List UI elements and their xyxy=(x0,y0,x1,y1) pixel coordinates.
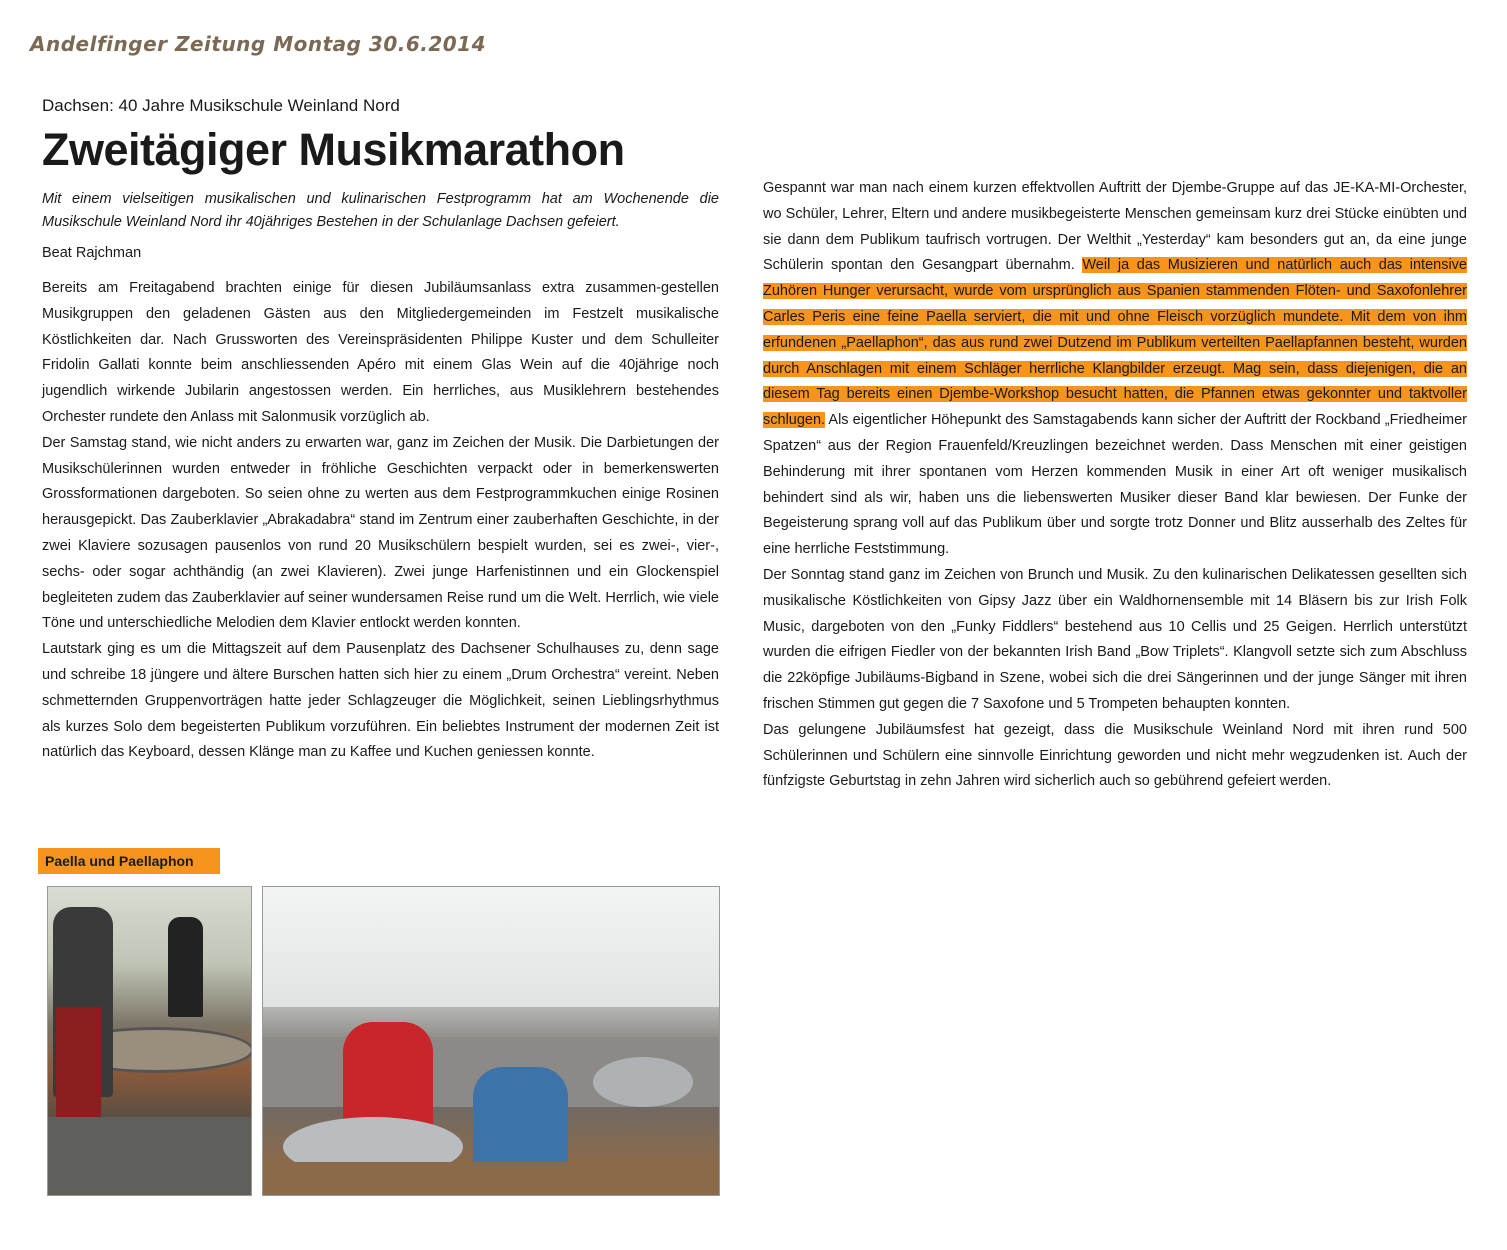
paragraph: Lautstark ging es um die Mittagszeit auf dem Pausenplatz des Dachsener Schulhauses zu, denn sage und schreibe 18 jüngere und ältere Burschen hatten sich hier zu einem „Drum Orchestra“ vereint. Neben schmetternden Gruppenvorträgen hatte jeder Schlagzeuger die Möglichkeit, seinen Lieblingsrhythmus als kurzes Solo dem begeisterten Publikum vorzuführen. Ein beliebtes Instrument der modernen Zeit ist natürlich das Keyboard, dessen Klänge man zu Kaffee und Kuchen geniessen konnte. xyxy=(42,641,719,761)
text-span: Als eigentlicher Höhepunkt des Samstagabends kann sicher der Auftritt der Rockband „Friedheimer Spatzen“ aus der Region Frauenfeld/Kreuzlingen bezeichnet werden. Dass Menschen mit einer geistigen Behinderung mit ihrer spontanen vom Herzen kommenden Musik in einer Art oft weniger musikalisch behindert sind als wir, haben uns die liebenswerten Musiker dieser Band klar bewiesen. Der Funke der Begeisterung sprang voll auf das Publikum über und sorgte trotz Donner und Blitz ausserhalb des Zeltes für eine herrliche Feststimmung. xyxy=(763,412,1467,558)
paragraph: Der Samstag stand, wie nicht anders zu erwarten war, ganz im Zeichen der Musik. Die Darbietungen der Musikschülerinnen wurden entweder in fröhliche Geschichten verpackt oder in bemerkenswerten Grossformationen dargeboten. So seien ohne zu werten aus dem Festprogrammkuchen einige Rosinen herausgepickt. Das Zauberklavier „Abrakadabra“ stand im Zentrum einer zauberhaften Geschichte, in der zwei Klaviere sozusagen pausenlos von rund 20 Musikschülern bespielt wurden, sei es zwei-, vier-, sechs- oder sogar achthändig (an zwei Klavieren). Zwei junge Harfenistinnen und ein Glockenspiel begleiteten zudem das Zauberklavier auf seiner wundersamen Reise rund um die Welt. Herrlich, wie viele Töne und unterschiedliche Melodien dem Klavier entlockt werden konnten. xyxy=(42,434,719,632)
right-column xyxy=(763,176,1467,795)
paragraph: Das gelungene Jubiläumsfest hat gezeigt, dass die Musikschule Weinland Nord mit ihren rund 500 Schülerinnen und Schülern eine sinnvolle Einrichtung geworden und nicht mehr wegzudenken ist. Auch der fünfzigste Geburtstag in zehn Jahren wird sicherlich auch so gebührend gefeiert werden. xyxy=(763,721,1467,790)
subheading-badge: Paella und Paellaphon xyxy=(38,848,220,874)
article-headline: Zweitägiger Musikmarathon xyxy=(42,124,625,175)
article-author: Beat Rajchman xyxy=(42,245,142,261)
photo-paella-cooking xyxy=(47,886,252,1196)
masthead: Andelfinger Zeitung Montag 30.6.2014 xyxy=(30,32,487,56)
paragraph: Der Sonntag stand ganz im Zeichen von Brunch und Musik. Zu den kulinarischen Delikatessen gesellten sich musikalische Köstlichkeiten von Gipsy Jazz über ein Waldhornensemble mit 14 Bläsern bis zur Irish Folk Music, dargeboten von den „Funky Fiddlers“ bestehend aus 10 Cellis und 25 Geigen. Herrlich unterstützt wurden die eifrigen Fiedler von der bekannten Irish Band „Bow Triplets“. Klangvoll setzte sich zum Abschluss die 22köpfige Jubiläums-Bigband in Szene, wobei sich die drei Sängerinnen und der junge Sänger mit ihren frischen Stimmen gut gegen die 7 Saxofone und 5 Trompeten behaupten konnten. xyxy=(763,566,1467,712)
paragraph xyxy=(763,176,1467,563)
left-column xyxy=(42,96,719,766)
text-span: Gespannt war man nach einem kurzen effektvollen Auftritt der Djembe-Gruppe auf das JE-KA-MI-Orchester, wo Schüler, Lehrer, Eltern und andere musikbegeisterte Menschen gemeinsam kurz drei Stücke einübten und sie dann dem Publikum taufrisch vortrugen. Der Welthit „Yesterday“ kam besonders gut an, da eine junge Schülerin spontan den Gesangpart übernahm. xyxy=(763,180,1467,274)
photo-paellaphon-audience xyxy=(262,886,720,1196)
highlighted-text: Weil ja das Musizieren und natürlich auch das intensive Zuhören Hunger verursacht, wurde vom ursprünglich aus Spanien stammenden Flöten- und Saxofonlehrer Carles Peris eine feine Paella serviert, die mit und ohne Fleisch vorzüglich mundete. Mit dem von ihm erfundenen „Paellaphon“, das aus rund zwei Dutzend im Publikum verteilten Paellapfannen besteht, wurden durch Anschlagen mit einem Schläger herrliche Klangbilder erzeugt. Mag sein, dass diejenigen, die an diesem Tag bereits einen Djembe-Workshop besucht hatten, die Pfannen etwas gekonnter und taktvoller schlugen. xyxy=(763,257,1467,429)
article-kicker: Dachsen: 40 Jahre Musikschule Weinland Nord xyxy=(42,96,400,115)
article-lead: Mit einem vielseitigen musikalischen und kulinarischen Festprogramm hat am Wochenende die Musikschule Weinland Nord ihr 40jähriges Bestehen in der Schulanlage Dachsen gefeiert. xyxy=(42,191,719,230)
paragraph: Bereits am Freitagabend brachten einige für diesen Jubiläumsanlass extra zusammen-gestellen Musikgruppen den geladenen Gästen aus den Mitgliedergemeinden im Festzelt musikalische Köstlichkeiten dar. Nach Grussworten des Vereinspräsidenten Philippe Kuster und dem Schulleiter Fridolin Gallati konnte beim anschliessenden Apéro mit einem Glas Wein auf die 40jährige noch jugendlich wirkende Jubilarin angestossen werden. Ein herrliches, aus Musiklehrern bestehendes Orchester rundete den Anlass mit Salonmusik vorzüglich ab. xyxy=(42,280,719,425)
